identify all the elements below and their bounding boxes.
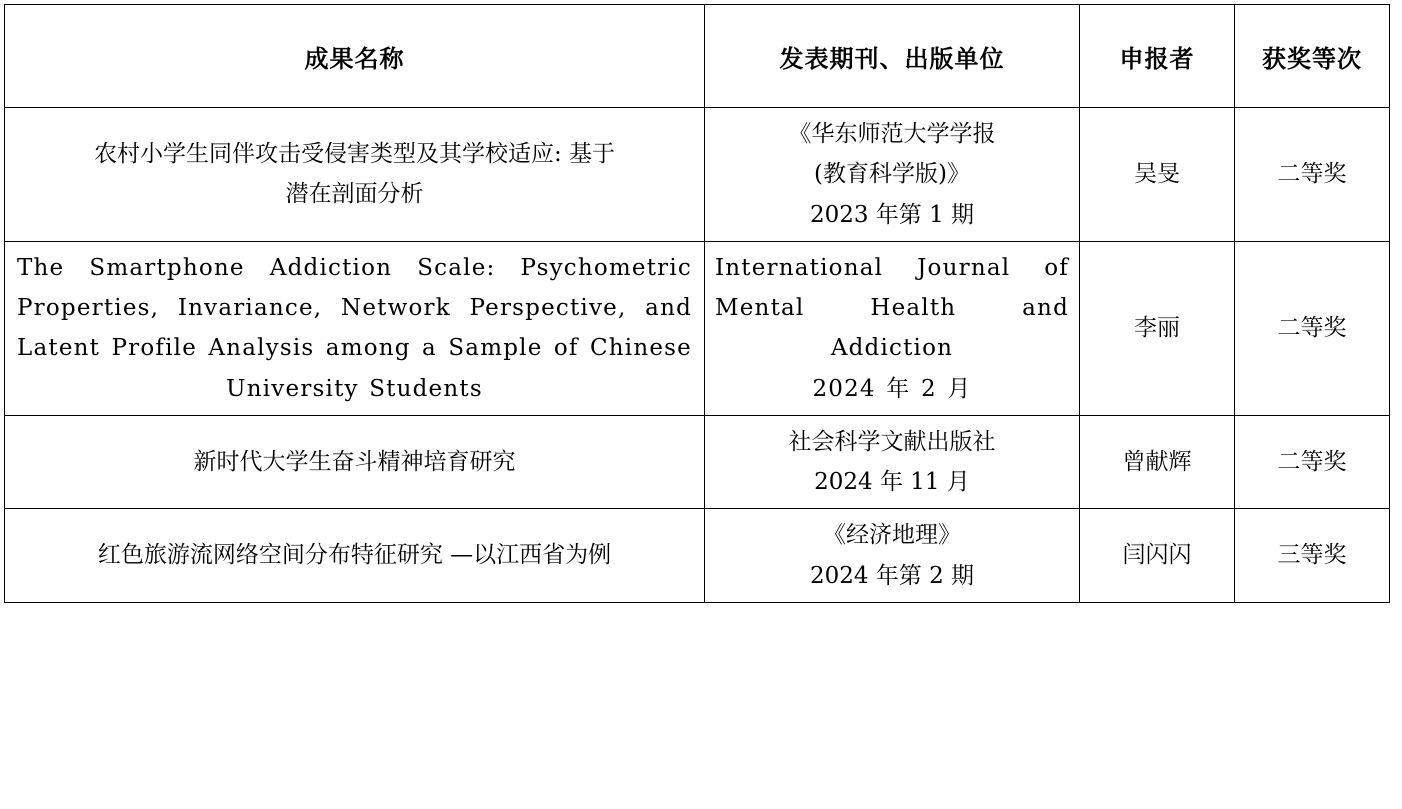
results-table xyxy=(4,4,1390,603)
cell-journal-publisher xyxy=(705,108,1080,242)
column-header-source: 发表期刊、出版单位 xyxy=(705,5,1080,108)
text-line: 《华东师范大学学报 xyxy=(788,121,996,147)
text-line: 2023 年第 1 期 xyxy=(809,201,975,228)
cell-applicant: 吴旻 xyxy=(1080,108,1235,242)
column-header-name: 成果名称 xyxy=(5,5,705,108)
text-line: The Smartphone Addiction Scale: Psychometric Properties, Invariance, Network Perspective, and Latent Profile Analysis among a Sample of Chinese University Students xyxy=(17,254,692,402)
text-line: 2024 年第 2 期 xyxy=(809,562,975,589)
text-line: (教育科学版)》 xyxy=(814,161,970,188)
table-header-row xyxy=(5,5,1390,108)
cell-achievement-name xyxy=(5,509,705,603)
table-row xyxy=(5,509,1390,603)
cell-award-level: 二等奖 xyxy=(1235,108,1390,242)
cell-applicant: 李丽 xyxy=(1080,241,1235,415)
text-line: 社会科学文献出版社 xyxy=(788,428,996,455)
cell-award-level: 二等奖 xyxy=(1235,241,1390,415)
column-header-author: 申报者 xyxy=(1080,5,1235,108)
table-header xyxy=(5,5,1390,108)
table-row xyxy=(5,108,1390,242)
cell-award-level: 三等奖 xyxy=(1235,509,1390,603)
column-header-award: 获奖等次 xyxy=(1235,5,1390,108)
cell-achievement-name xyxy=(5,241,705,415)
text-line: International Journal of Mental Health and Addiction xyxy=(715,254,1069,362)
text-line: 2024 年 11 月 xyxy=(814,469,970,495)
text-line: 新时代大学生奋斗精神培育研究 xyxy=(193,448,516,475)
table-row xyxy=(5,415,1390,509)
text-line: 《经济地理》 xyxy=(823,522,961,549)
cell-applicant: 曾献辉 xyxy=(1080,415,1235,509)
text-line: 潜在剖面分析 xyxy=(285,181,424,208)
table-row xyxy=(5,241,1390,415)
cell-journal-publisher xyxy=(705,509,1080,603)
cell-applicant: 闫闪闪 xyxy=(1080,509,1235,603)
cell-award-level: 二等奖 xyxy=(1235,415,1390,509)
cell-achievement-name xyxy=(5,108,705,242)
text-line: 红色旅游流网络空间分布特征研究 —以江西省为例 xyxy=(97,542,612,569)
text-line: 2024 年 2 月 xyxy=(812,375,972,402)
cell-journal-publisher xyxy=(705,241,1080,415)
text-line: 农村小学生同伴攻击受侵害类型及其学校适应: 基于 xyxy=(93,141,616,168)
table-body xyxy=(5,108,1390,603)
cell-achievement-name xyxy=(5,415,705,509)
cell-journal-publisher xyxy=(705,415,1080,509)
